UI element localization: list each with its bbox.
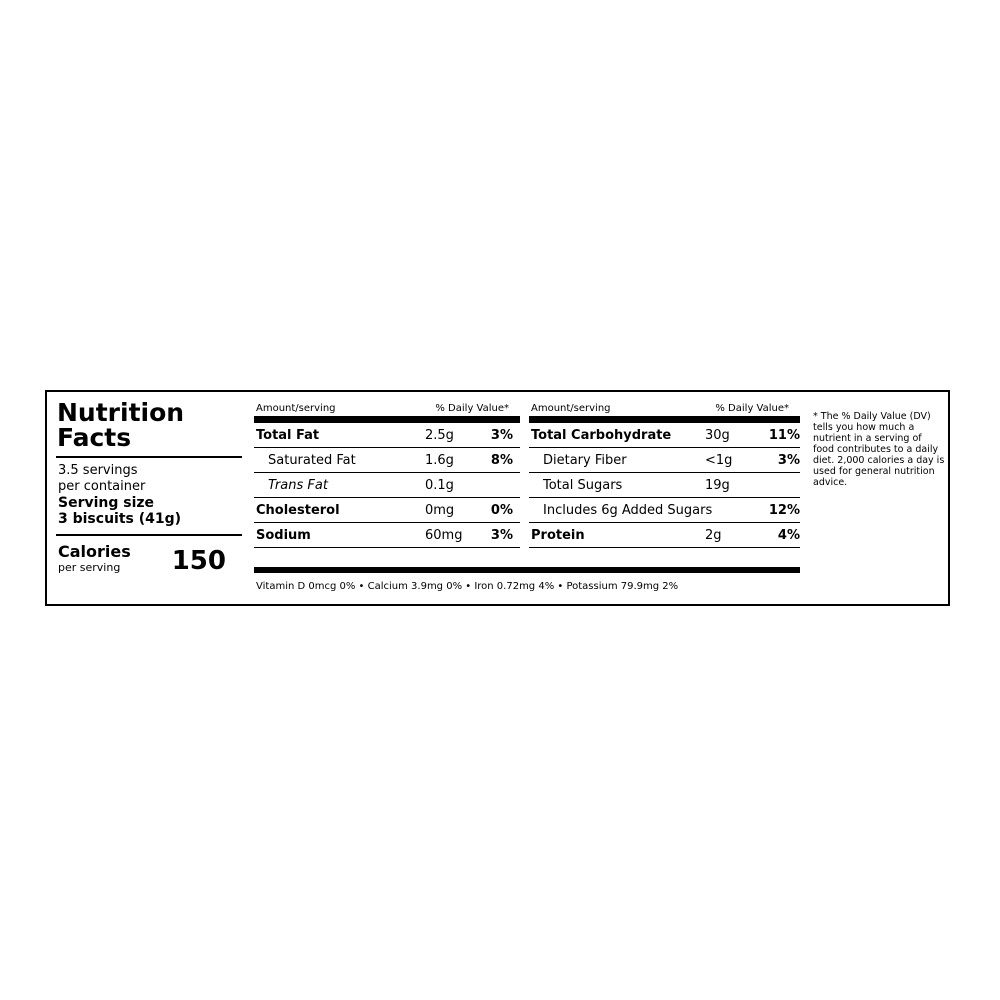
nutrient-amount: 60mg xyxy=(425,528,463,543)
calories-label: Calories xyxy=(58,542,131,561)
calories-value: 150 xyxy=(171,546,226,576)
servings-count: 3.5 servings xyxy=(58,463,138,478)
nutrient-name: Sodium xyxy=(256,528,311,543)
nutrient-amount: 1.6g xyxy=(425,453,454,468)
nutrient-name: Saturated Fat xyxy=(268,453,356,468)
daily-value-header: % Daily Value* xyxy=(715,403,789,414)
nutrient-amount: <1g xyxy=(705,453,733,468)
daily-value-header: % Daily Value* xyxy=(435,403,509,414)
nutrition-facts-label xyxy=(45,390,950,606)
table-header xyxy=(529,400,800,423)
nutrient-dv: 3% xyxy=(777,453,800,468)
table-row xyxy=(254,523,520,548)
nutrient-name: Total Carbohydrate xyxy=(531,428,672,443)
table-row xyxy=(529,473,800,498)
nutrient-amount: 0mg xyxy=(425,503,455,518)
nutrient-name: Cholesterol xyxy=(256,503,340,518)
daily-value-footnote: * The % Daily Value (DV) tells you how much a nutrient in a serving of food contributes to a daily diet. 2,000 calories a day is used for general nutrition advice. xyxy=(813,411,945,488)
label-title: Nutrition Facts xyxy=(57,398,185,452)
table-row xyxy=(529,423,800,448)
table-row xyxy=(254,498,520,523)
table-row xyxy=(254,448,520,473)
nutrient-amount: 0.1g xyxy=(425,478,454,493)
table-row xyxy=(254,423,520,448)
amount-header: Amount/serving xyxy=(256,403,336,414)
nutrient-dv: 8% xyxy=(490,453,513,468)
servings-unit: per container xyxy=(58,479,146,494)
calories-block xyxy=(56,534,242,576)
nutrient-name: Total Fat xyxy=(256,428,320,443)
nutrient-dv: 11% xyxy=(768,428,800,443)
nutrient-table-right xyxy=(529,400,800,548)
nutrient-dv: 3% xyxy=(490,528,513,543)
nutrient-dv: 3% xyxy=(490,428,513,443)
amount-header: Amount/serving xyxy=(531,403,611,414)
table-row xyxy=(529,523,800,548)
summary-column xyxy=(56,398,242,576)
nutrient-amount: 30g xyxy=(705,428,730,443)
table-row xyxy=(529,448,800,473)
nutrient-amount: 19g xyxy=(705,478,730,493)
nutrient-name: Dietary Fiber xyxy=(543,453,627,468)
nutrient-name: Protein xyxy=(531,528,585,543)
nutrient-name: Trans Fat xyxy=(268,478,328,493)
nutrient-name: Total Sugars xyxy=(543,478,623,493)
nutrient-dv: 0% xyxy=(490,503,513,518)
serving-size-label: Serving size xyxy=(58,495,155,511)
nutrient-amount: 2g xyxy=(705,528,722,543)
calories-sublabel: per serving xyxy=(58,561,121,574)
title-divider xyxy=(56,456,242,458)
serving-size-value: 3 biscuits (41g) xyxy=(58,511,182,527)
table-header xyxy=(254,400,520,423)
nutrient-dv: 4% xyxy=(777,528,800,543)
table-row xyxy=(254,473,520,498)
micronutrients-line: Vitamin D 0mcg 0% • Calcium 3.9mg 0% • Iron 0.72mg 4% • Potassium 79.9mg 2% xyxy=(256,581,679,592)
bottom-divider xyxy=(254,567,800,573)
nutrient-name: Includes 6g Added Sugars xyxy=(543,503,713,518)
table-row xyxy=(529,498,800,523)
nutrient-table-left xyxy=(254,400,520,548)
nutrient-amount: 2.5g xyxy=(425,428,454,443)
nutrient-dv: 12% xyxy=(768,503,800,518)
servings-per-container xyxy=(56,463,242,495)
